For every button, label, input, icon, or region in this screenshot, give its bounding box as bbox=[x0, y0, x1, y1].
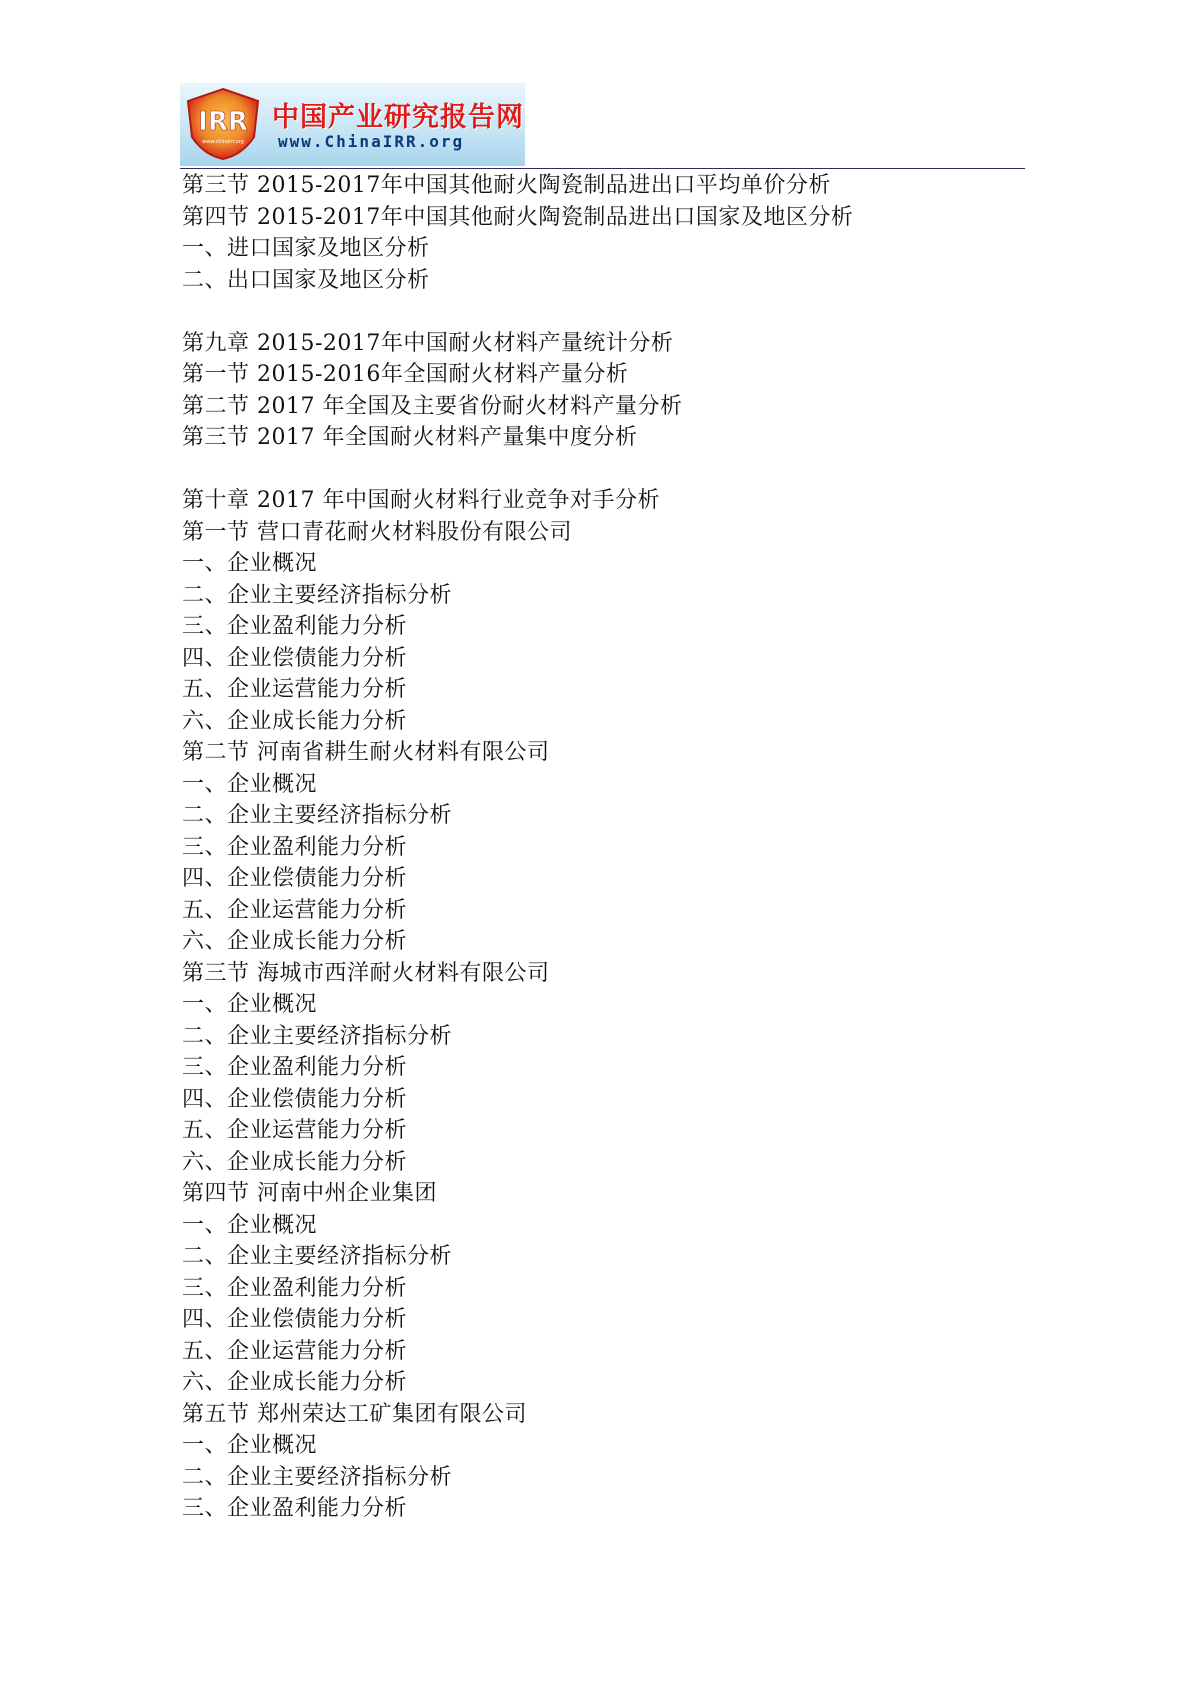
table-of-contents bbox=[182, 170, 853, 1525]
toc-line: 二、企业主要经济指标分析 bbox=[182, 1023, 453, 1049]
toc-line: 五、企业运营能力分析 bbox=[182, 1338, 408, 1364]
logo-badge-small-text: www.chinairr.org bbox=[202, 139, 244, 145]
toc-line: 三、企业盈利能力分析 bbox=[182, 1275, 408, 1301]
site-logo-banner[interactable] bbox=[180, 83, 525, 166]
toc-line: 第九章 2015-2017年中国耐火材料产量统计分析 bbox=[182, 330, 674, 356]
toc-line: 三、企业盈利能力分析 bbox=[182, 614, 408, 639]
toc-line: 四、企业偿债能力分析 bbox=[182, 866, 408, 891]
toc-line: 三、企业盈利能力分析 bbox=[182, 1496, 408, 1521]
toc-line: 一、企业概况 bbox=[182, 771, 318, 797]
toc-line: 第十章 2017 年中国耐火材料行业竞争对手分析 bbox=[182, 488, 660, 513]
toc-line: 第三节 海城市西洋耐火材料有限公司 bbox=[182, 960, 550, 986]
toc-line: 五、企业运营能力分析 bbox=[182, 1118, 408, 1143]
toc-line: 五、企业运营能力分析 bbox=[182, 897, 408, 923]
toc-line: 第四节 2015-2017年中国其他耐火陶瓷制品进出口国家及地区分析 bbox=[182, 204, 854, 230]
toc-line: 一、企业概况 bbox=[182, 1212, 318, 1238]
toc-line: 第一节 2015-2016年全国耐火材料产量分析 bbox=[182, 362, 629, 387]
toc-line: 二、出口国家及地区分析 bbox=[182, 267, 430, 293]
toc-line: 一、企业概况 bbox=[182, 992, 318, 1017]
toc-blank-line bbox=[182, 454, 853, 486]
toc-line: 四、企业偿债能力分析 bbox=[182, 1086, 408, 1112]
toc-line: 二、企业主要经济指标分析 bbox=[182, 1244, 453, 1269]
toc-line: 第二节 河南省耕生耐火材料有限公司 bbox=[182, 740, 550, 765]
logo-badge-text: IRR bbox=[198, 107, 248, 137]
toc-line: 一、企业概况 bbox=[182, 551, 318, 576]
toc-line: 二、企业主要经济指标分析 bbox=[182, 1464, 453, 1490]
toc-line: 五、企业运营能力分析 bbox=[182, 677, 408, 702]
toc-line: 第二节 2017 年全国及主要省份耐火材料产量分析 bbox=[182, 393, 683, 419]
toc-line: 二、企业主要经济指标分析 bbox=[182, 582, 453, 608]
toc-line: 第五节 郑州荣达工矿集团有限公司 bbox=[182, 1401, 527, 1427]
toc-line: 四、企业偿债能力分析 bbox=[182, 1307, 408, 1332]
toc-line: 三、企业盈利能力分析 bbox=[182, 834, 408, 860]
toc-line: 一、进口国家及地区分析 bbox=[182, 236, 430, 261]
toc-line: 四、企业偿债能力分析 bbox=[182, 645, 408, 671]
toc-line: 六、企业成长能力分析 bbox=[182, 1149, 408, 1175]
toc-blank-line bbox=[182, 296, 853, 328]
toc-line: 第三节 2015-2017年中国其他耐火陶瓷制品进出口平均单价分析 bbox=[182, 173, 831, 198]
logo-title: 中国产业研究报告网 bbox=[272, 102, 524, 133]
toc-line: 三、企业盈利能力分析 bbox=[182, 1055, 408, 1080]
toc-line: 六、企业成长能力分析 bbox=[182, 1370, 408, 1395]
toc-line: 一、企业概况 bbox=[182, 1433, 318, 1458]
toc-line: 二、企业主要经济指标分析 bbox=[182, 803, 453, 828]
irr-badge-icon bbox=[184, 87, 262, 161]
toc-line: 第四节 河南中州企业集团 bbox=[182, 1181, 437, 1206]
toc-line: 第三节 2017 年全国耐火材料产量集中度分析 bbox=[182, 425, 638, 450]
toc-line: 第一节 营口青花耐火材料股份有限公司 bbox=[182, 519, 572, 545]
toc-line: 六、企业成长能力分析 bbox=[182, 708, 408, 734]
logo-url: www.ChinaIRR.org bbox=[278, 132, 465, 151]
toc-line: 六、企业成长能力分析 bbox=[182, 929, 408, 954]
header-divider bbox=[180, 168, 1025, 169]
